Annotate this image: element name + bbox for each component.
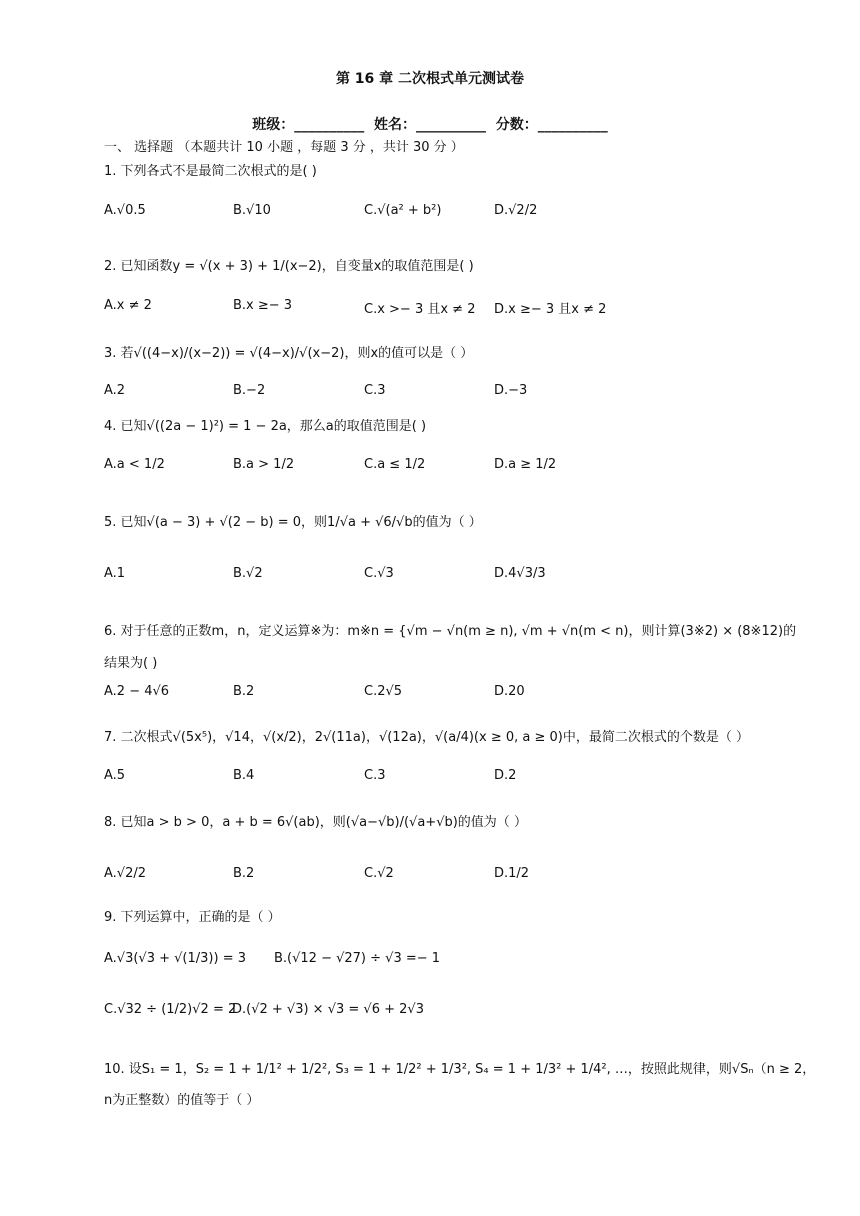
- question-8-option-b: B.2: [233, 866, 255, 881]
- question-2-option-a: A.x ≠ 2: [104, 298, 152, 313]
- question-7-option-c: C.3: [364, 768, 386, 783]
- question-2-option-d: D.x ≥− 3 且x ≠ 2: [494, 302, 607, 317]
- question-9-option-d: D.(√2 + √3) × √3 = √6 + 2√3: [232, 1002, 424, 1017]
- question-7-option-b: B.4: [233, 768, 255, 783]
- question-6-option-b: B.2: [233, 684, 255, 699]
- question-4-option-a: A.a < 1/2: [104, 457, 165, 472]
- page-title: 第 16 章 二次根式单元测试卷: [335, 71, 525, 87]
- question-6-option-d: D.20: [494, 684, 525, 699]
- question-9-option-b: B.(√12 − √27) ÷ √3 =− 1: [274, 951, 441, 966]
- question-9-stem: 9. 下列运算中，正确的是（ ）: [104, 910, 281, 925]
- question-10-stem: 10. 设S₁ = 1，S₂ = 1 + 1/1² + 1/2², S₃ = 1 + 1/2² + 1/3², S₄ = 1 + 1/3² + 1/4², …，按照此规律，则√Sₙ（n ≥ 2，: [104, 1062, 816, 1077]
- question-8-stem: 8. 已知a > b > 0，a + b = 6√(ab)，则(√a−√b)/(√a+√b)的值为（ ）: [104, 815, 527, 830]
- question-3-option-d: D.−3: [494, 383, 528, 398]
- question-7-option-d: D.2: [494, 768, 517, 783]
- question-9-option-c: C.√32 ÷ (1/2)√2 = 2: [104, 1002, 237, 1017]
- question-5-stem: 5. 已知√(a − 3) + √(2 − b) = 0，则1/√a + √6/√b的值为（ ）: [104, 515, 482, 530]
- question-3-option-b: B.−2: [233, 383, 266, 398]
- student-info-line: 班级：__________ 姓名：__________ 分数：__________: [252, 117, 608, 133]
- question-6-option-a: A.2 − 4√6: [104, 684, 170, 699]
- question-3-option-a: A.2: [104, 383, 126, 398]
- question-8-option-a: A.√2/2: [104, 866, 147, 881]
- question-1-option-b: B.√10: [233, 203, 271, 218]
- question-1-option-d: D.√2/2: [494, 203, 538, 218]
- question-6-stem-continued: 结果为( ): [104, 656, 158, 671]
- question-4-option-c: C.a ≤ 1/2: [364, 457, 426, 472]
- question-3-stem: 3. 若√((4−x)/(x−2)) = √(4−x)/√(x−2)，则x的值可以是（ ）: [104, 346, 474, 361]
- question-10-stem-continued: n为正整数）的值等于（ ）: [104, 1093, 260, 1108]
- section-heading: 一、 选择题 （本题共计 10 小题 ，每题 3 分 ，共计 30 分 ）: [104, 140, 464, 155]
- question-5-option-c: C.√3: [364, 566, 394, 581]
- question-8-option-c: C.√2: [364, 866, 394, 881]
- question-1-option-a: A.√0.5: [104, 203, 146, 218]
- question-4-option-d: D.a ≥ 1/2: [494, 457, 557, 472]
- question-2-option-b: B.x ≥− 3: [233, 298, 293, 313]
- question-5-option-a: A.1: [104, 566, 126, 581]
- question-9-option-a: A.√3(√3 + √(1/3)) = 3: [104, 951, 246, 966]
- question-8-option-d: D.1/2: [494, 866, 530, 881]
- question-7-option-a: A.5: [104, 768, 126, 783]
- question-5-option-b: B.√2: [233, 566, 263, 581]
- question-5-option-d: D.4√3/3: [494, 566, 546, 581]
- question-7-stem: 7. 二次根式√(5x⁵)，√14，√(x/2)，2√(11a)，√(12a)，√(a/4)(x ≥ 0, a ≥ 0)中，最简二次根式的个数是（ ）: [104, 730, 749, 745]
- question-4-option-b: B.a > 1/2: [233, 457, 295, 472]
- question-6-option-c: C.2√5: [364, 684, 403, 699]
- question-3-option-c: C.3: [364, 383, 386, 398]
- question-2-option-c: C.x >− 3 且x ≠ 2: [364, 302, 476, 317]
- question-4-stem: 4. 已知√((2a − 1)²) = 1 − 2a，那么a的取值范围是( ): [104, 419, 427, 434]
- question-1-option-c: C.√(a² + b²): [364, 203, 442, 218]
- question-6-stem: 6. 对于任意的正数m，n，定义运算※为：m※n = {√m − √n(m ≥ n), √m + √n(m < n)，则计算(3※2) × (8※12)的: [104, 624, 797, 639]
- question-1-stem: 1. 下列各式不是最简二次根式的是( ): [104, 164, 317, 179]
- question-2-stem: 2. 已知函数y = √(x + 3) + 1/(x−2)，自变量x的取值范围是( ): [104, 259, 474, 274]
